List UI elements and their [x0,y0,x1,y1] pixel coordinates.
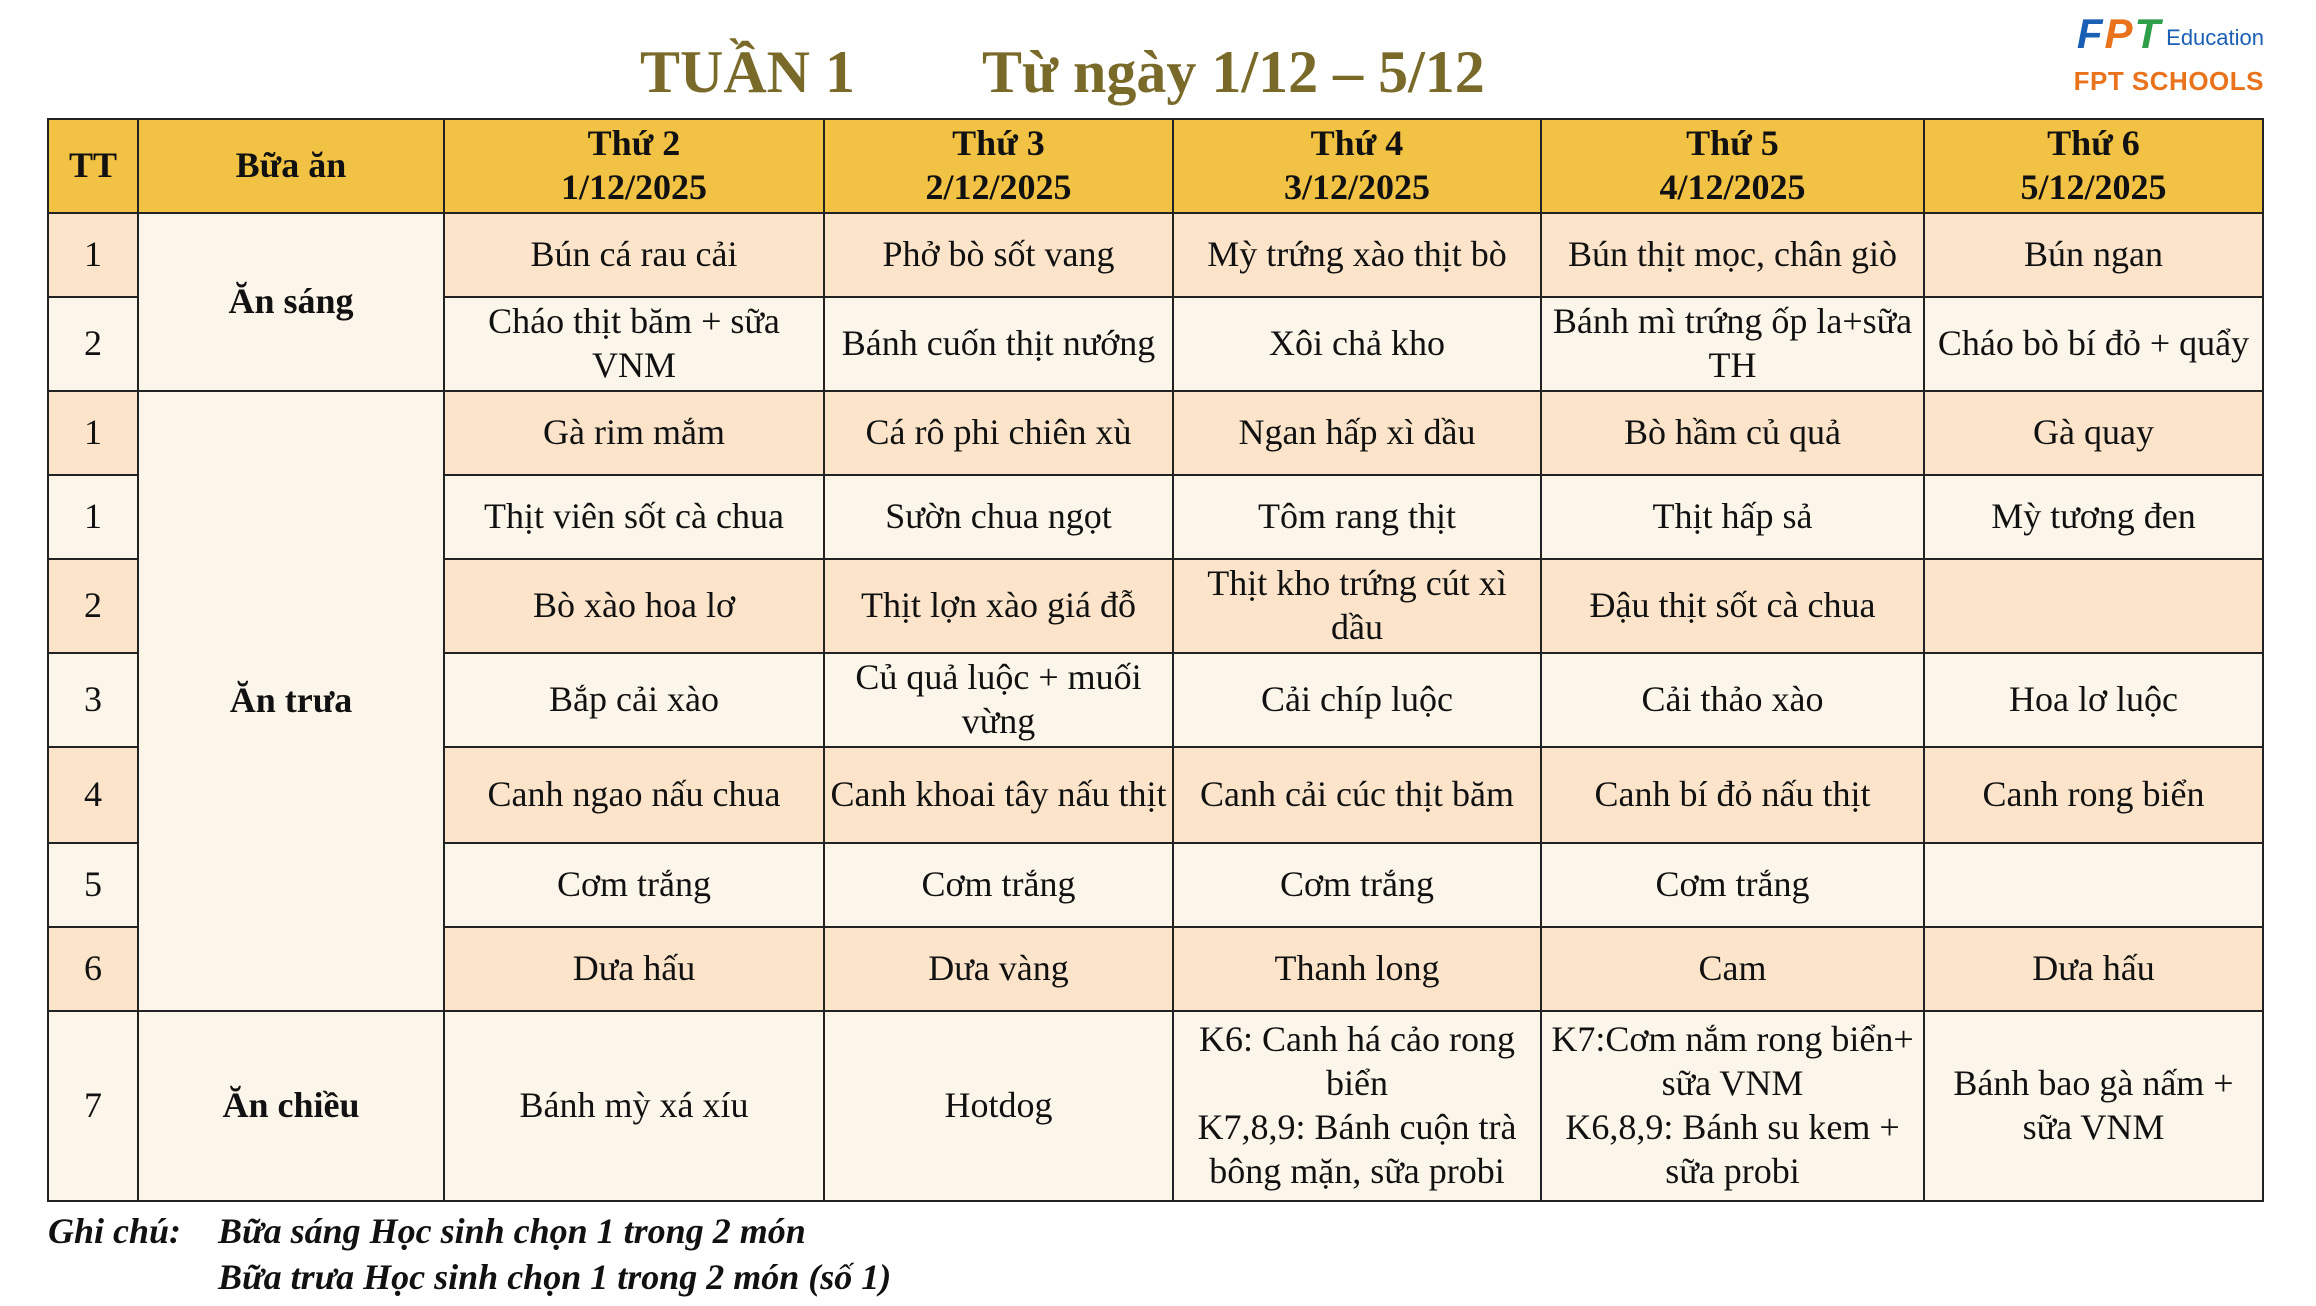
header-tt: TT [48,119,138,213]
dish-cell: Mỳ tương đen [1924,475,2263,559]
page-title [640,38,1485,107]
row-number: 3 [48,653,138,747]
dish-cell: Bánh mỳ xá xíu [444,1011,824,1201]
dish-cell: Hoa lơ luộc [1924,653,2263,747]
dish-cell: Thịt lợn xào giá đỗ [824,559,1173,653]
dish-cell: Canh rong biển [1924,747,2263,843]
dish-cell: Cam [1541,927,1924,1011]
dish-cell: Bánh bao gà nấm + sữa VNM [1924,1011,2263,1201]
logo-letter-p: P [2104,10,2133,57]
dish-cell: Bún ngan [1924,213,2263,297]
fpt-schools-logo [2044,8,2264,97]
logo-schools-text: FPT SCHOOLS [2073,66,2264,96]
header-meal: Bữa ăn [138,119,444,213]
dish-cell: Canh ngao nấu chua [444,747,824,843]
dish-cell: Xôi chả kho [1173,297,1541,391]
weekly-menu-table [47,118,2264,1202]
header-day [1541,119,1924,213]
row-number: 1 [48,213,138,297]
dish-cell: Canh bí đỏ nấu thịt [1541,747,1924,843]
day-date: 5/12/2025 [2020,167,2167,207]
dish-cell: Bánh mì trứng ốp la+sữa TH [1541,297,1924,391]
dish-cell: Bún thịt mọc, chân giò [1541,213,1924,297]
header-day [1173,119,1541,213]
row-number: 2 [48,559,138,653]
table-row [48,1011,2263,1201]
table-header-row [48,119,2263,213]
dish-cell: Gà rim mắm [444,391,824,475]
notes-line-1: Bữa sáng Học sinh chọn 1 trong 2 món [218,1211,806,1251]
dish-cell [1924,843,2263,927]
dish-cell: Cơm trắng [1173,843,1541,927]
dish-cell: Gà quay [1924,391,2263,475]
header-day [824,119,1173,213]
notes-line-2: Bữa trưa Học sinh chọn 1 trong 2 món (số 1) [218,1257,892,1297]
row-number: 2 [48,297,138,391]
day-date: 3/12/2025 [1283,167,1430,207]
logo-letter-f: F [2076,10,2103,57]
row-number: 1 [48,475,138,559]
dish-cell [1924,559,2263,653]
dish-cell: Cơm trắng [1541,843,1924,927]
meal-afternoon: Ăn chiều [138,1011,444,1201]
row-number: 1 [48,391,138,475]
notes-label: Ghi chú: [48,1211,182,1251]
header-day [444,119,824,213]
dish-cell: Mỳ trứng xào thịt bò [1173,213,1541,297]
dish-cell: Cá rô phi chiên xù [824,391,1173,475]
date-range: Từ ngày 1/12 – 5/12 [982,39,1485,105]
row-number: 6 [48,927,138,1011]
dish-cell: Ngan hấp xì dầu [1173,391,1541,475]
dish-cell: Bánh cuốn thịt nướng [824,297,1173,391]
row-number: 4 [48,747,138,843]
dish-cell: Cải thảo xào [1541,653,1924,747]
fpt-wordmark [2077,10,2160,58]
table-row [48,391,2263,475]
meal-lunch: Ăn trưa [138,391,444,1011]
day-name: Thứ 4 [1310,123,1404,164]
dish-cell: Cải chíp luộc [1173,653,1541,747]
dish-cell: Bò xào hoa lơ [444,559,824,653]
dish-cell: Tôm rang thịt [1173,475,1541,559]
table-row [48,213,2263,297]
dish-cell: Dưa hấu [1924,927,2263,1011]
day-name: Thứ 6 [2047,123,2140,164]
row-number: 5 [48,843,138,927]
notes [48,1208,891,1300]
dish-cell: Canh khoai tây nấu thịt [824,747,1173,843]
meal-breakfast: Ăn sáng [138,213,444,391]
dish-cell: Canh cải cúc thịt băm [1173,747,1541,843]
dish-cell: Thịt viên sốt cà chua [444,475,824,559]
header-day [1924,119,2263,213]
dish-cell: K6: Canh há cảo rong biển K7,8,9: Bánh cuộn trà bông mặn, sữa probi [1173,1011,1541,1201]
dish-cell: Hotdog [824,1011,1173,1201]
dish-cell: Cháo bò bí đỏ + quẩy [1924,297,2263,391]
day-name: Thứ 5 [1686,123,1779,164]
dish-cell: Cơm trắng [444,843,824,927]
dish-cell: Thịt hấp sả [1541,475,1924,559]
row-number: 7 [48,1011,138,1201]
dish-cell: Phở bò sốt vang [824,213,1173,297]
dish-cell: Bắp cải xào [444,653,824,747]
dish-cell: Dưa hấu [444,927,824,1011]
dish-cell: Đậu thịt sốt cà chua [1541,559,1924,653]
day-date: 2/12/2025 [925,167,1072,207]
week-label: TUẦN 1 [640,39,856,105]
dish-cell: Củ quả luộc + muối vừng [824,653,1173,747]
dish-cell: Bò hầm củ quả [1541,391,1924,475]
dish-cell: Cháo thịt băm + sữa VNM [444,297,824,391]
dish-cell: Bún cá rau cải [444,213,824,297]
day-date: 1/12/2025 [560,167,707,207]
day-date: 4/12/2025 [1659,167,1806,207]
logo-education-text: Education [2166,25,2264,50]
dish-cell: Dưa vàng [824,927,1173,1011]
dish-cell: K7:Cơm nắm rong biển+ sữa VNM K6,8,9: Bánh su kem + sữa probi [1541,1011,1924,1201]
logo-letter-t: T [2134,10,2161,57]
dish-cell: Thanh long [1173,927,1541,1011]
fpt-education-logo [2044,8,2264,60]
day-name: Thứ 2 [587,123,681,164]
dish-cell: Thịt kho trứng cút xì dầu [1173,559,1541,653]
day-name: Thứ 3 [952,123,1045,164]
dish-cell: Sườn chua ngọt [824,475,1173,559]
dish-cell: Cơm trắng [824,843,1173,927]
